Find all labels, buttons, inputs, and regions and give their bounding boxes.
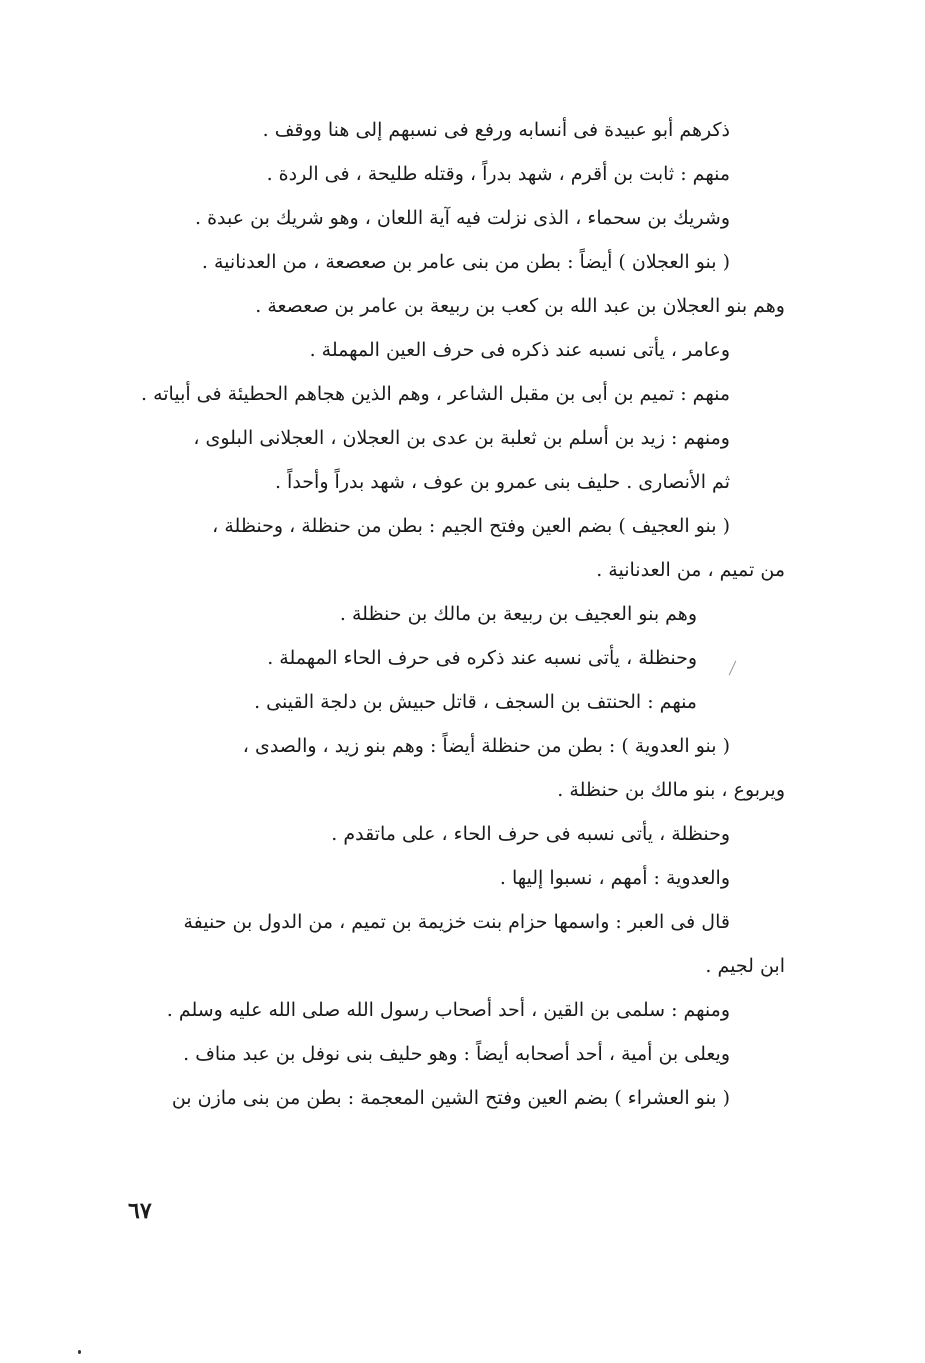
body-text — [120, 108, 785, 1120]
text-line-19: قال فى العبر : واسمها حزام بنت خزيمة بن تميم ، من الدول بن حنيفة — [183, 911, 730, 933]
text-line-1: ذكرهم أبو عبيدة فى أنسابه ورفع فى نسبهم إلى هنا ووقف . — [262, 119, 730, 141]
text-line-16: ويربوع ، بنو مالك بن حنظلة . — [557, 779, 785, 801]
text-line-7: منهم : تميم بن أبى بن مقبل الشاعر ، وهم الذين هجاهم الحطيئة فى أبياته . — [141, 383, 730, 405]
text-line-5: وهم بنو العجلان بن عبد الله بن كعب بن ربيعة بن عامر بن صعصعة . — [255, 295, 785, 317]
text-line-2: منهم : ثابت بن أقرم ، شهد بدراً ، وقتله طليحة ، فى الردة . — [266, 163, 730, 185]
text-line-9: ثم الأنصارى . حليف بنى عمرو بن عوف ، شهد بدراً وأحداً . — [274, 471, 730, 493]
text-line-14: منهم : الحنتف بن السجف ، قاتل حبيش بن دلجة القينى . — [254, 691, 697, 713]
text-line-20: ابن لجيم . — [705, 955, 785, 977]
text-line-6: وعامر ، يأتى نسبه عند ذكره فى حرف العين المهملة . — [309, 339, 730, 361]
text-line-13: وحنظلة ، يأتى نسبه عند ذكره فى حرف الحاء المهملة . — [267, 647, 697, 669]
text-line-23: ( بنو العشراء ) بضم العين وفتح الشين المعجمة : بطن من بنى مازن بن — [171, 1087, 730, 1109]
text-line-4: ( بنو العجلان ) أيضاً : بطن من بنى عامر بن صعصعة ، من العدنانية . — [201, 251, 730, 273]
text-line-3: وشريك بن سحماء ، الذى نزلت فيه آية اللعان ، وهو شريك بن عبدة . — [195, 207, 730, 229]
page-number: ٦٧ — [128, 1198, 152, 1224]
text-line-10: ( بنو العجيف ) بضم العين وفتح الجيم : بطن من حنظلة ، وحنظلة ، — [212, 515, 730, 537]
text-line-18: والعدوية : أمهم ، نسبوا إليها . — [499, 867, 730, 889]
text-line-22: ويعلى بن أمية ، أحد أصحابه أيضاً : وهو حليف بنى نوفل بن عبد مناف . — [183, 1043, 730, 1065]
text-line-12: وهم بنو العجيف بن ربيعة بن مالك بن حنظلة . — [339, 603, 697, 625]
text-line-8: ومنهم : زيد بن أسلم بن ثعلبة بن عدى بن العجلان ، العجلانى البلوى ، — [193, 427, 730, 449]
text-line-11: من تميم ، من العدنانية . — [596, 559, 785, 581]
text-line-17: وحنظلة ، يأتى نسبه فى حرف الحاء ، على ماتقدم . — [331, 823, 730, 845]
text-line-15: ( بنو العدوية ) : بطن من حنظلة أيضاً : وهم بنو زيد ، والصدى ، — [242, 735, 730, 757]
scan-speck — [78, 1350, 81, 1354]
text-line-21: ومنهم : سلمى بن القين ، أحد أصحاب رسول الله صلى الله عليه وسلم . — [166, 999, 730, 1021]
